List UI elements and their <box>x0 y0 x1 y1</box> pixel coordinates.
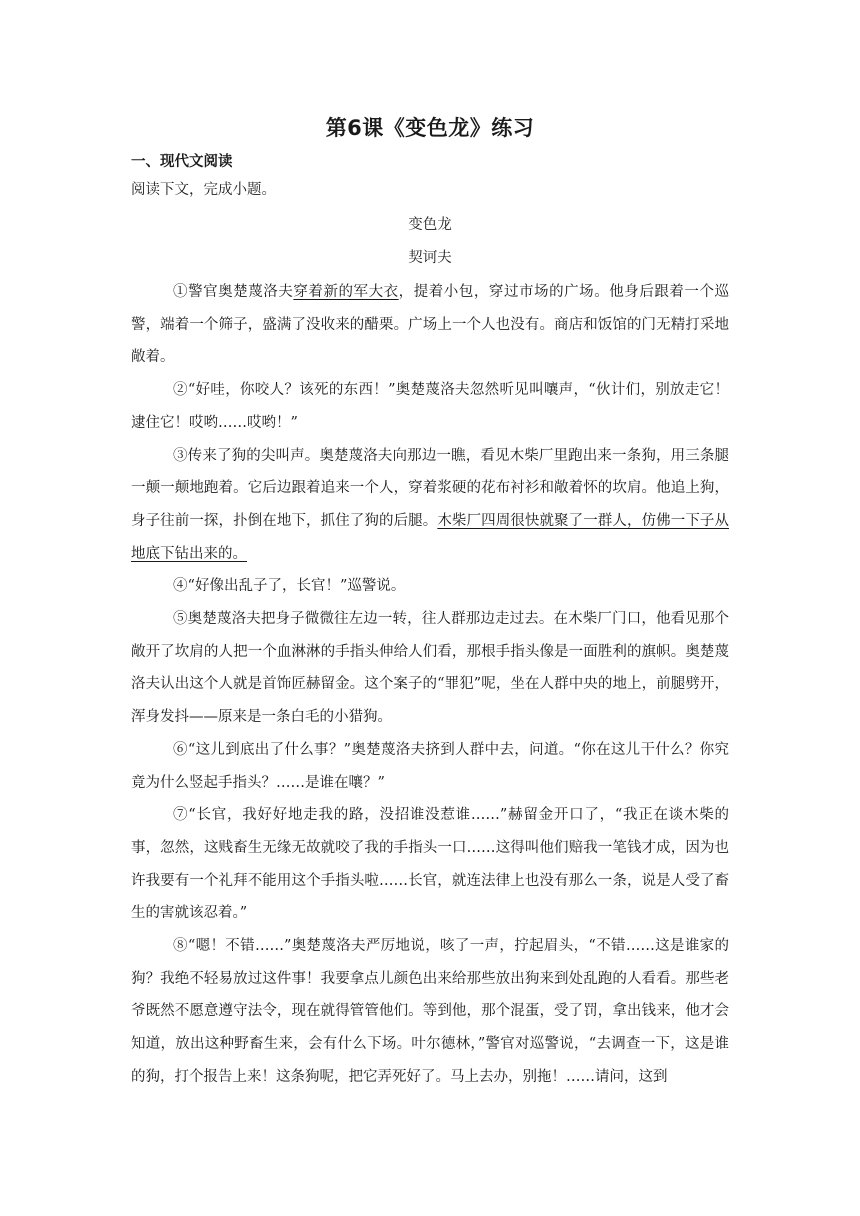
paragraph-3-text: ③传来了狗的尖叫声。奥楚蔑洛夫向那边一瞧，看见木柴厂里跑出来一条狗，用三条腿一颠一颠地跑着。它后边跟着追来一个人，穿着浆硬的花布衬衫和敞着怀的坎肩。他追上狗，身子往前一探，扑倒在地下，抓住了狗的后腿。 <box>131 447 729 529</box>
paragraph-8: ⑧“嗯！不错……”奥楚蔑洛夫严厉地说，咳了一声，拧起眉头，“不错……这是谁家的狗？我绝不轻易放过这件事！我要拿点儿颜色出来给那些放出狗来到处乱跑的人看看。那些老爷既然不愿意遵守法令，现在就得管管他们。等到他，那个混蛋，受了罚，拿出钱来，他才会知道，放出这种野畜生来，会有什么下场。叶尔德林，”警官对巡警说，“去调查一下，这是谁的狗，打个报告上来！这条狗呢，把它弄死好了。马上去办，别拖！……请问，这到 <box>131 938 729 1085</box>
paragraph-4: ④“好像出乱子了，长官！”巡警说。 <box>173 578 406 595</box>
paragraph-3 <box>131 440 729 571</box>
story-body <box>131 276 729 1094</box>
underlined-sentence: 木柴厂四周很快就聚了一群人，仿佛一下子从地底下钻出来的。 <box>131 512 730 562</box>
paragraph-1 <box>131 276 729 374</box>
story-title: 变色龙 <box>408 217 452 233</box>
instruction-text: 阅读下文，完成小题。 <box>131 182 276 198</box>
paragraph-1-text-start: ①警官奥楚蔑洛夫 <box>173 284 294 300</box>
paragraph-2: ②“好哇，你咬人？该死的东西！”奥楚蔑洛夫忽然听见叫嚷声，“伙计们，别放走它！逮住它！哎哟……哎哟！” <box>131 382 729 431</box>
paragraph-1-text-end: ，提着小包，穿过市场的广场。他身后跟着一个巡警，端着一个筛子，盛满了没收来的醋栗。广场上一个人也没有。商店和饭馆的门无精打采地敞着。 <box>131 284 730 366</box>
paragraph-7: ⑦“长官，我好好地走我的路，没招谁没惹谁……”赫留金开口了，“我正在谈木柴的事，忽然，这贱畜生无缘无故就咬了我的手指头一口……这得叫他们赔我一笔钱才成，因为也许我要有一个礼拜不能用这个手指头啦……长官，就连法律上也没有那么一条，说是人受了畜生的害就该忍着。” <box>131 807 729 922</box>
section-heading: 一、现代文阅读 <box>131 154 233 170</box>
underlined-phrase: 穿着新的军大衣 <box>293 284 399 300</box>
paragraph-5: ⑤奥楚蔑洛夫把身子微微往左边一转，往人群那边走过去。在木柴厂门口，他看见那个敞开了坎肩的人把一个血淋淋的手指头伸给人们看，那根手指头像是一面胜利的旗帜。奥楚蔑洛夫认出这个人就是首饰匠赫留金。这个案子的“罪犯”呢，坐在人群中央的地上，前腿劈开，浑身发抖——原来是一条白毛的小猎狗。 <box>131 611 729 726</box>
story-author: 契诃夫 <box>408 250 452 266</box>
page-title: 第6课《变色龙》练习 <box>325 116 535 140</box>
paragraph-6: ⑥“这儿到底出了什么事？”奥楚蔑洛夫挤到人群中去，问道。“你在这儿干什么？你究竟为什么竖起手指头？……是谁在嚷？” <box>131 741 729 791</box>
